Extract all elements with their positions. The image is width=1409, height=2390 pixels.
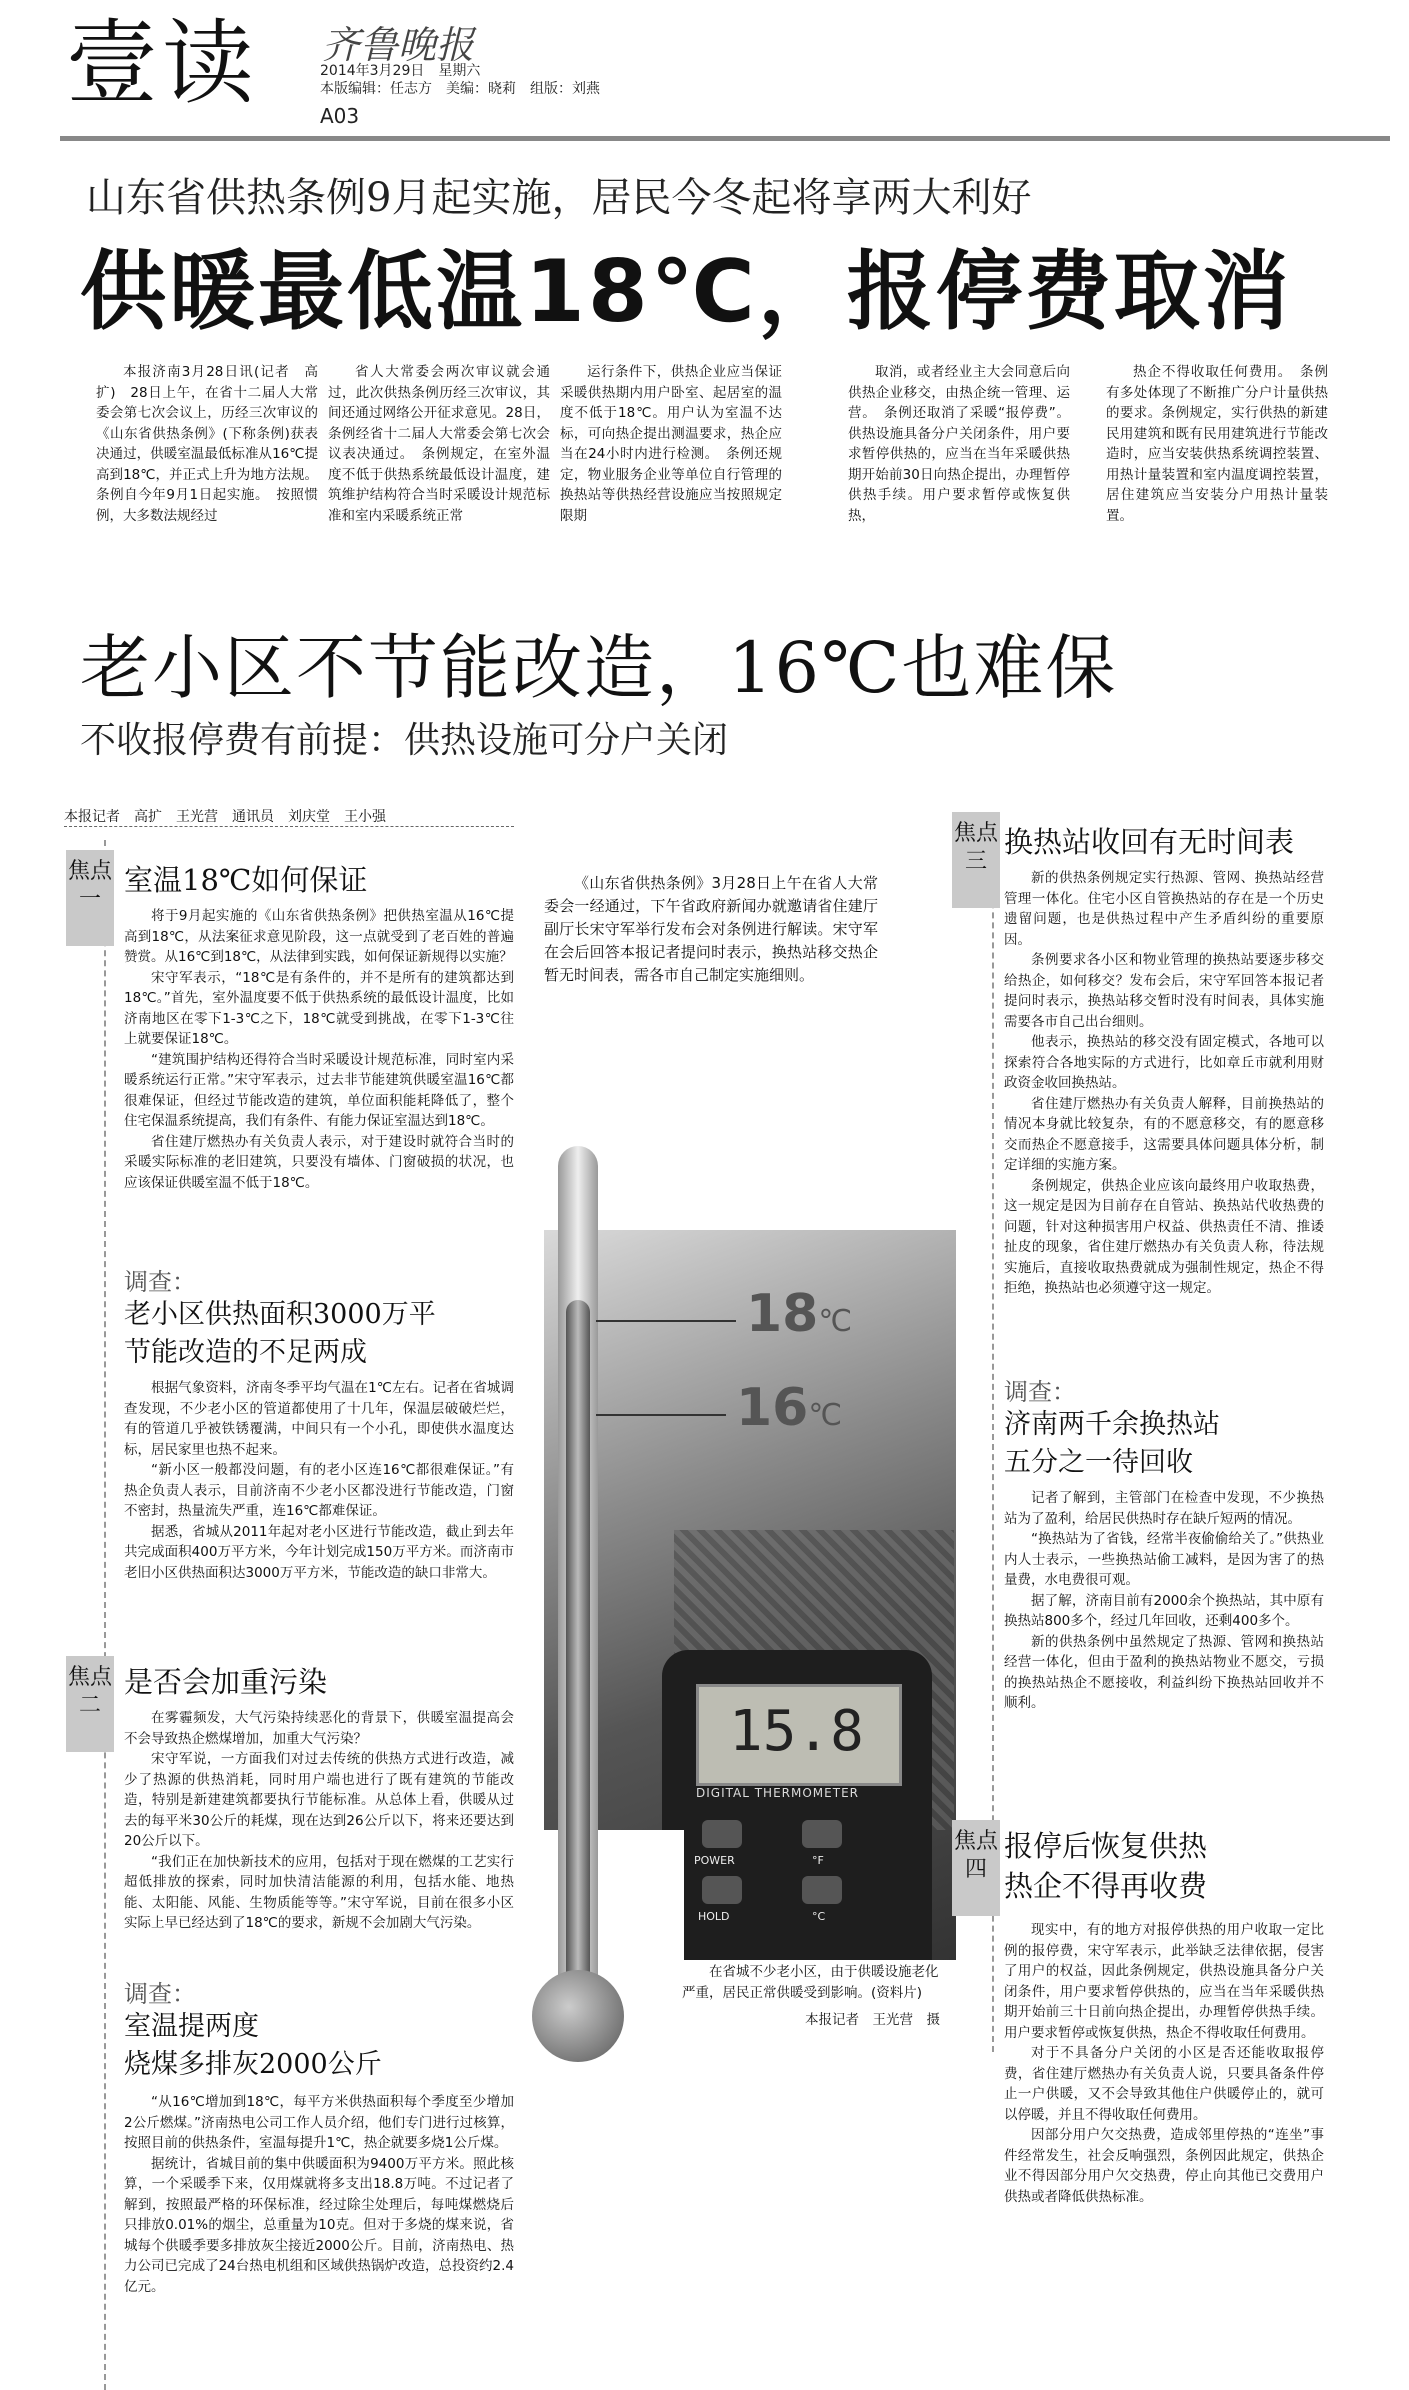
lead-kicker: 山东省供热条例9月起实施，居民今冬起将享两大利好 (86, 175, 1032, 221)
survey2-title: 室温提两度 烧煤多排灰2000公斤 (124, 2011, 382, 2080)
focus1-body: 将于9月起实施的《山东省供热条例》把供热室温从16℃提高到18℃，从法案征求意见阶段，这一点就受到了老百姓的普遍赞赏。从16℃到18℃，从法律到实践，如何保证新规得以实施？ 宋守军表示，“18℃是有条件的，并不是所有的建筑都达到18℃。”首先，室外温度要不低于供热系统的最低设计温度，比如济南地区在零下1-3℃之下，18℃就受到挑战，在零下1-3℃往上就要保证18℃。 “建筑围护结构还得符合当时采暖设计规范标准，同时室内采暖系统运行正常。”宋守军表示，过去非节能建筑供暖室温16℃都很难保证，但经过节能改造的建筑，单位面积能耗降低了，整个住宅保温系统提高，我们有条件、有能力保证室温达到18℃。 省住建厅燃热办有关负责人表示，对于建设时就符合当时的采暖实际标准的老旧建筑，只要没有墙体、门窗破损的状况，也应该保证供暖室温不低于18℃。 (124, 908, 514, 1191)
survey3-body: 记者了解到，主管部门在检查中发现，不少换热站为了盈利，给居民供热时存在缺斤短两的情况。 “换热站为了省钱，经常半夜偷偷给关了。”供热业内人士表示，一些换热站偷工减料，是因为害了的热量费，水电费很可观。 据了解，济南目前有2000余个换热站，其中原有换热站800多个，经过几年回收，还剩400多个。 新的供热条例中虽然规定了热源、管网和换热站经营一体化，但由于盈利的换热站物业不愿交，亏损的换热站热企不愿接收，利益纠纷下换热站回收并不顺利。 (1004, 1490, 1324, 1711)
focus2-body: 在雾霾频发，大气污染持续恶化的背景下，供暖室温提高会不会导致热企燃煤增加，加重大气污染？ 宋守军说，一方面我们对过去传统的供热方式进行改造，减少了热源的供热消耗，同时用户端也进行了既有建筑的节能改造，特别是新建建筑都要执行节能标准。从总体上看，供暖从过去的每平米30公斤的耗煤，现在达到26公斤以下，将来还要达到20公斤以下。 “我们正在加快新技术的应用，包括对于现在燃煤的工艺实行超低排放的探索，同时加快清洁能源的利用，包括水能、地热能、太阳能、风能、生物质能等等。”宋守军说，目前在很多小区实际上早已经达到了18℃的要求，新规不会加剧大气污染。 (124, 1710, 514, 1931)
lead-column-2: 省人大常委会两次审议就会通过，此次供热条例历经三次审议，其间还通过网络公开征求意见。28日，条例经省十二届人大常委会第七次会议表决通过。 条例规定，在室外温度不低于供热系统最低设计温度，建筑维护结构符合当时采暖设计规范标准和室内采暖系统正常 (328, 364, 550, 524)
meter-display (696, 1684, 902, 1786)
left-column-rule (104, 840, 106, 2390)
survey3-label: 调查： (1004, 1378, 1076, 1406)
meter-reading: 15.8 (729, 1699, 864, 1764)
focus3-body: 新的供热条例规定实行热源、管网、换热站经营管理一体化。住宅小区自管换热站的存在是一个历史遗留问题，也是供热过程中产生矛盾纠纷的重要原因。 条例要求各小区和物业管理的换热站要逐步移交给热企，如何移交？发布会后，宋守军回答本报记者提问时表示，换热站移交暂时没有时间表，具体实施需要各市自己出台细则。 他表示，换热站的移交没有固定模式，各地可以探索符合各地实际的方式进行，比如章丘市就利用财政资金收回换热站。 省住建厅燃热办有关负责人解释，目前换热站的情况本身就比较复杂，有的不愿意移交，有的愿意移交而热企不愿意接手，这需要具体问题具体分析，制定详细的实施方案。 条例规定，供热企业应该向最终用户收取热费，这一规定是因为目前存在自管站、换热站代收热费的问题，针对这种损害用户权益、供热责任不清、推诿扯皮的现象，省住建厅燃热办有关负责人称，待法规实施后，直接收取热费就成为强制性规定，热企不得拒绝，换热站也必须遵守这一规定。 (1004, 870, 1324, 1296)
survey3-title: 济南两千余换热站 五分之一待回收 (1004, 1409, 1220, 1478)
byline: 本报记者 高扩 王光营 通讯员 刘庆堂 王小强 (64, 809, 386, 825)
focus1-title: 室温18℃如何保证 (124, 863, 368, 897)
second-subhead: 不收报停费有前提：供热设施可分户关闭 (80, 720, 729, 761)
hold-button (702, 1876, 742, 1904)
lead-column-4: 取消，或者经业主大会同意后向供热企业移交，由热企统一管理、运营。 条例还取消了采暖“报停费”。供热设施具备分户关闭条件，用户要求暂停供热的，应当在当年采暖供热期开始前30日向热企提出，办理暂停供热手续。用户要求暂停或恢复供热， (848, 364, 1070, 524)
power-button (702, 1820, 742, 1848)
survey1-title: 老小区供热面积3000万平 节能改造的不足两成 (124, 1299, 436, 1368)
survey2-label: 调查： (124, 1980, 196, 2008)
celsius-button (802, 1876, 842, 1904)
intro-text: 《山东省供热条例》3月28日上午在省人大常委会一经通过，下午省政府新闻办就邀请省住建厅副厅长宋守军举行发布会对条例进行解读。宋守军在会后回答本报记者提问时表示，换热站移交热企暂无时间表，需各市自己制定实施细则。 (544, 874, 878, 984)
photo-caption: 在省城不少老小区，由于供暖设施老化严重，居民正常供暖受到影响。(资料片) 本报记者 王光营 摄 (682, 1962, 940, 2031)
power-label: POWER (694, 1854, 735, 1867)
page-number: A03 (320, 104, 360, 128)
thermometer-mercury (566, 1300, 590, 2000)
focus-tag-2: 焦点二 (66, 1656, 114, 1752)
issue-date: 2014年3月29日 星期六 (320, 63, 481, 79)
section-title: 壹读 (66, 10, 259, 117)
lead-column-5: 热企不得收取任何费用。 条例有多处体现了不断推广分户计量供热的要求。条例规定，实行供热的新建民用建筑和既有民用建筑进行节能改造时，应当安装供热系统调控装置、用热计量装置和室内温度调控装置，居住建筑应当安装分户用热计量装置。 (1106, 364, 1328, 524)
editors-line: 本版编辑：任志方 美编：晓莉 组版：刘燕 (320, 81, 600, 97)
newspaper-logo: 齐鲁晚报 (322, 23, 475, 67)
mark-16-line (596, 1414, 726, 1416)
focus-tag-3: 焦点三 (952, 812, 1000, 908)
fahrenheit-label: °F (812, 1854, 824, 1867)
label-16: 16℃ (736, 1378, 843, 1438)
lead-column-1: 本报济南3月28日讯(记者 高扩) 28日上午，在省十二届人大常委会第七次会议上，历经三次审议的《山东省供热条例》(下称条例)获表决通过，供暖室温最低标准从16℃提高到18℃，并正式上升为地方法规。条例自今年9月1日起实施。 按照惯例，大多数法规经过 (96, 364, 318, 524)
survey1-body: 根据气象资料，济南冬季平均气温在1℃左右。记者在省城调查发现，不少老小区的管道都使用了十几年，保温层破破烂烂，有的管道几乎被铁锈覆满，中间只有一个小孔，即使供水温度达标，居民家里也热不起来。 “新小区一般都没问题，有的老小区连16℃都很难保证。”有热企负责人表示，目前济南不少老小区都没进行节能改造，门窗不密封，热量流失严重，连16℃都难保证。 据悉，省城从2011年起对老小区进行节能改造，截止到去年共完成面积400万平方米，今年计划完成150万平方米。而济南市老旧小区供热面积达3000万平方米，节能改造的缺口非常大。 (124, 1380, 514, 1581)
survey1-label: 调查： (124, 1268, 196, 1296)
focus-tag-4: 焦点四 (952, 1820, 1000, 1916)
focus2-title: 是否会加重污染 (124, 1665, 328, 1699)
survey2-body: “从16℃增加到18℃，每平方米供热面积每个季度至少增加2公斤燃煤。”济南热电公司工作人员介绍，他们专门进行过核算，按照目前的供热条件，室温每提升1℃，热企就要多烧1公斤煤。 据统计，省城目前的集中供暖面积为9400万平方米。照此核算，一个采暖季下来，仅用煤就将多支出18.8万吨。不过记者了解到，按照最严格的环保标准，经过除尘处理后，每吨煤燃烧后只排放0.01%的烟尘，总重量为10克。但对于多烧的煤来说，省城每个供暖季要多排放灰尘接近2000公斤。目前，济南热电、热力公司已完成了24台热电机组和区域供热锅炉改造，总投资约2.4亿元。 (124, 2094, 514, 2295)
photo-credit: 本报记者 王光营 摄 (805, 2012, 940, 2028)
digital-meter (662, 1650, 932, 1960)
focus4-body: 现实中，有的地方对报停供热的用户收取一定比例的报停费，宋守军表示，此举缺乏法律依据，侵害了用户的权益，因此条例规定，供热设施具备分户关闭条件，用户要求暂停供热的，应当在当年采暖供热期开始前三十日前向热企提出，办理暂停供热手续。用户要求暂停或恢复供热，热企不得收取任何费用。 对于不具备分户关闭的小区是否还能收取报停费，省住建厅燃热办有关负责人说，只要具备条件停止一户供暖，又不会导致其他住户供暖停止的，就可以停暖，并且不得收取任何费用。 因部分用户欠交热费，造成邻里停热的“连坐”事件经常发生，社会反响强烈，条例因此规定，供热企业不得因部分用户欠交热费，停止向其他已交费用户供热或者降低供热标准。 (1004, 1922, 1324, 2205)
celsius-label: °C (812, 1910, 826, 1923)
byline-rule (64, 826, 514, 827)
focus3-title: 换热站收回有无时间表 (1004, 825, 1295, 859)
second-headline: 老小区不节能改造，16℃也难保 (80, 627, 1118, 709)
thermometer-bulb (532, 1970, 624, 2062)
lead-headline: 供暖最低温18℃，报停费取消 (80, 242, 1292, 342)
meter-brand: DIGITAL THERMOMETER (696, 1786, 859, 1800)
focus4-title: 报停后恢复供热 热企不得再收费 (1004, 1829, 1208, 1903)
masthead-meta (320, 62, 600, 98)
hold-label: HOLD (698, 1910, 730, 1923)
fahrenheit-button (802, 1820, 842, 1848)
masthead-rule (60, 136, 1390, 141)
label-18: 18℃ (746, 1284, 853, 1344)
lead-column-3: 运行条件下，供热企业应当保证采暖供热期内用户卧室、起居室的温度不低于18℃。用户认为室温不达标，可向热企提出测温要求，热企应当在24小时内进行检测。 条例还规定，物业服务企业等单位自行管理的换热站等供热经营设施应当按照规定限期 (560, 364, 782, 524)
mark-18-line (596, 1320, 736, 1322)
focus-tag-1: 焦点一 (66, 850, 114, 946)
